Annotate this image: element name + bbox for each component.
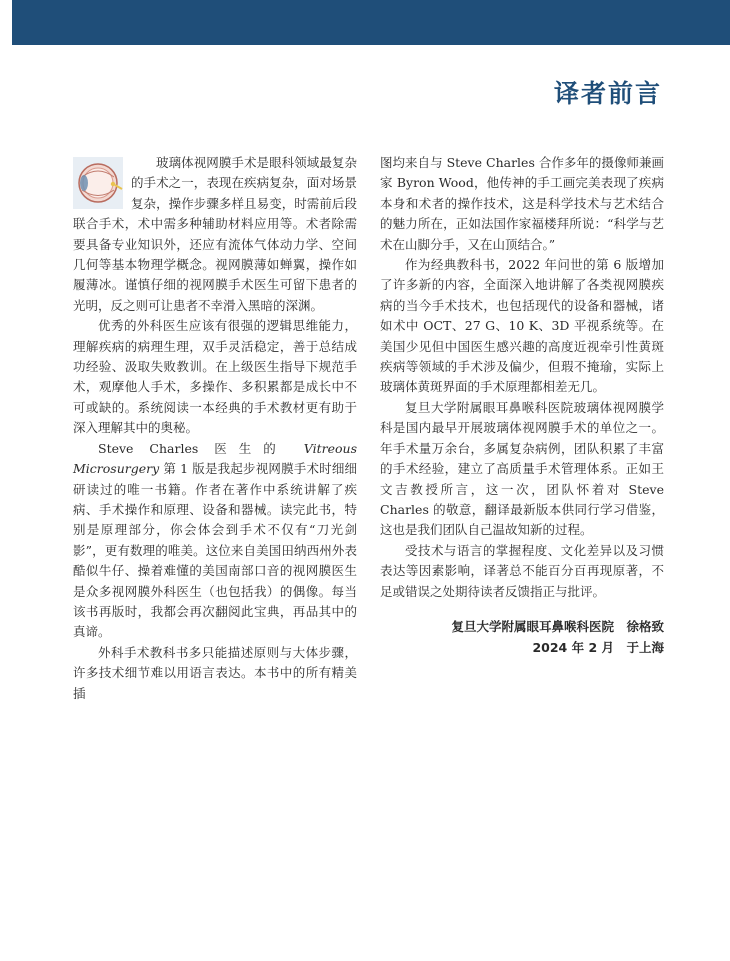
- left-paragraph-2: 优秀的外科医生应该有很强的逻辑思维能力，理解疾病的病理生理，双手灵活稳定，善于总结成功经验、汲取失败教训。在上级医生指导下规范手术，观摩他人手术，多操作、多积累都是成长中不可或缺的。系统阅读一本经典的手术教材更有助于深入理解其中的奥秘。: [73, 318, 357, 436]
- signature-date: 2024 年 2 月 于上海: [532, 639, 664, 655]
- right-paragraph-4: 受技术与语言的掌握程度、文化差异以及习惯表达等因素影响，译著总不能百分百再现原著，不足或错误之处期待读者反馈指正与批评。: [380, 542, 664, 599]
- book-intro-continued: 第 1 版是我起步视网膜手术时细细研读过的唯一书籍。作者在著作中系统讲解了疾病、手术操作和原理、设备和器械。读完此书，特别是原理部分，你会体会到手术不仅有“刀光剑影”，更有数理的唯美。这位来自美国田纳西州外表酷似牛仔、操着难懂的美国南部口音的视网膜医生是众多视网膜外科医生（也包括我）的偶像。每当该书再版时，我都会再次翻阅此宝典，再品其中的真谛。: [73, 461, 357, 640]
- right-paragraph-2: 作为经典教科书，2022 年问世的第 6 版增加了许多新的内容，全面深入地讲解了各类视网膜疾病的当今手术技术，也包括现代的设备和器械，诸如术中 OCT、27 G、10 K、3D 平视系统等。在美国少见但中国医生感兴趣的高度近视牵引性黄斑疾病等领域的手术涉及偏少，但瑕不掩瑜，实际上玻璃体黄斑界面的手术原理都相差无几。: [380, 257, 664, 395]
- right-paragraph-continued: 图均来自与 Steve Charles 合作多年的摄像师兼画家 Byron Wood，他传神的手工画完美表现了疾病本身和术者的操作技术，这是科学技术与艺术结合的魅力所在，正如法国作家福楼拜所说：“科学与艺术在山脚分手，又在山顶结合。”: [380, 155, 664, 252]
- right-paragraph-3: 复旦大学附属眼耳鼻喉科医院玻璃体视网膜学科是国内最早开展玻璃体视网膜手术的单位之一。年手术量万余台，多属复杂病例，团队积累了丰富的手术经验，建立了高质量手术管理体系。正如王文吉教授所言，这一次，团队怀着对 Steve Charles 的敬意，翻译最新版本供同行学习借鉴，这也是我们团队自己温故知新的过程。: [380, 399, 664, 538]
- book-title: Vitreous Microsurgery: [73, 440, 357, 477]
- page-title: 译者前言: [553, 79, 662, 108]
- book-intro-text: Steve Charles 医生的: [98, 440, 304, 456]
- left-paragraph-4: 外科手术教科书多只能描述原则与大体步骤，许多技术细节难以用语言表达。本书中的所有精美插: [73, 644, 357, 701]
- left-paragraph-1: 玻璃体视网膜手术是眼科领域最复杂的手术之一，表现在疾病复杂，面对场景复杂，操作步骤多样且易变，时需前后段联合手术，术中需多种辅助材料应用等。术者除需要具备专业知识外，还应有流体气体动力学、空间几何等基本物理学概念。视网膜薄如蝉翼，操作如履薄冰。谨慎仔细的视网膜手术医生可留下患者的光明，反之则可让患者不幸滑入黑暗的深渊。: [73, 155, 357, 313]
- right-column: [380, 153, 664, 658]
- header-bar: [12, 0, 730, 45]
- eye-anatomy-icon: [73, 157, 123, 209]
- signature: [380, 616, 664, 658]
- left-paragraph-3: [73, 439, 357, 643]
- signature-affiliation: 复旦大学附属眼耳鼻喉科医院 徐格致: [451, 618, 664, 634]
- left-column: [73, 153, 357, 704]
